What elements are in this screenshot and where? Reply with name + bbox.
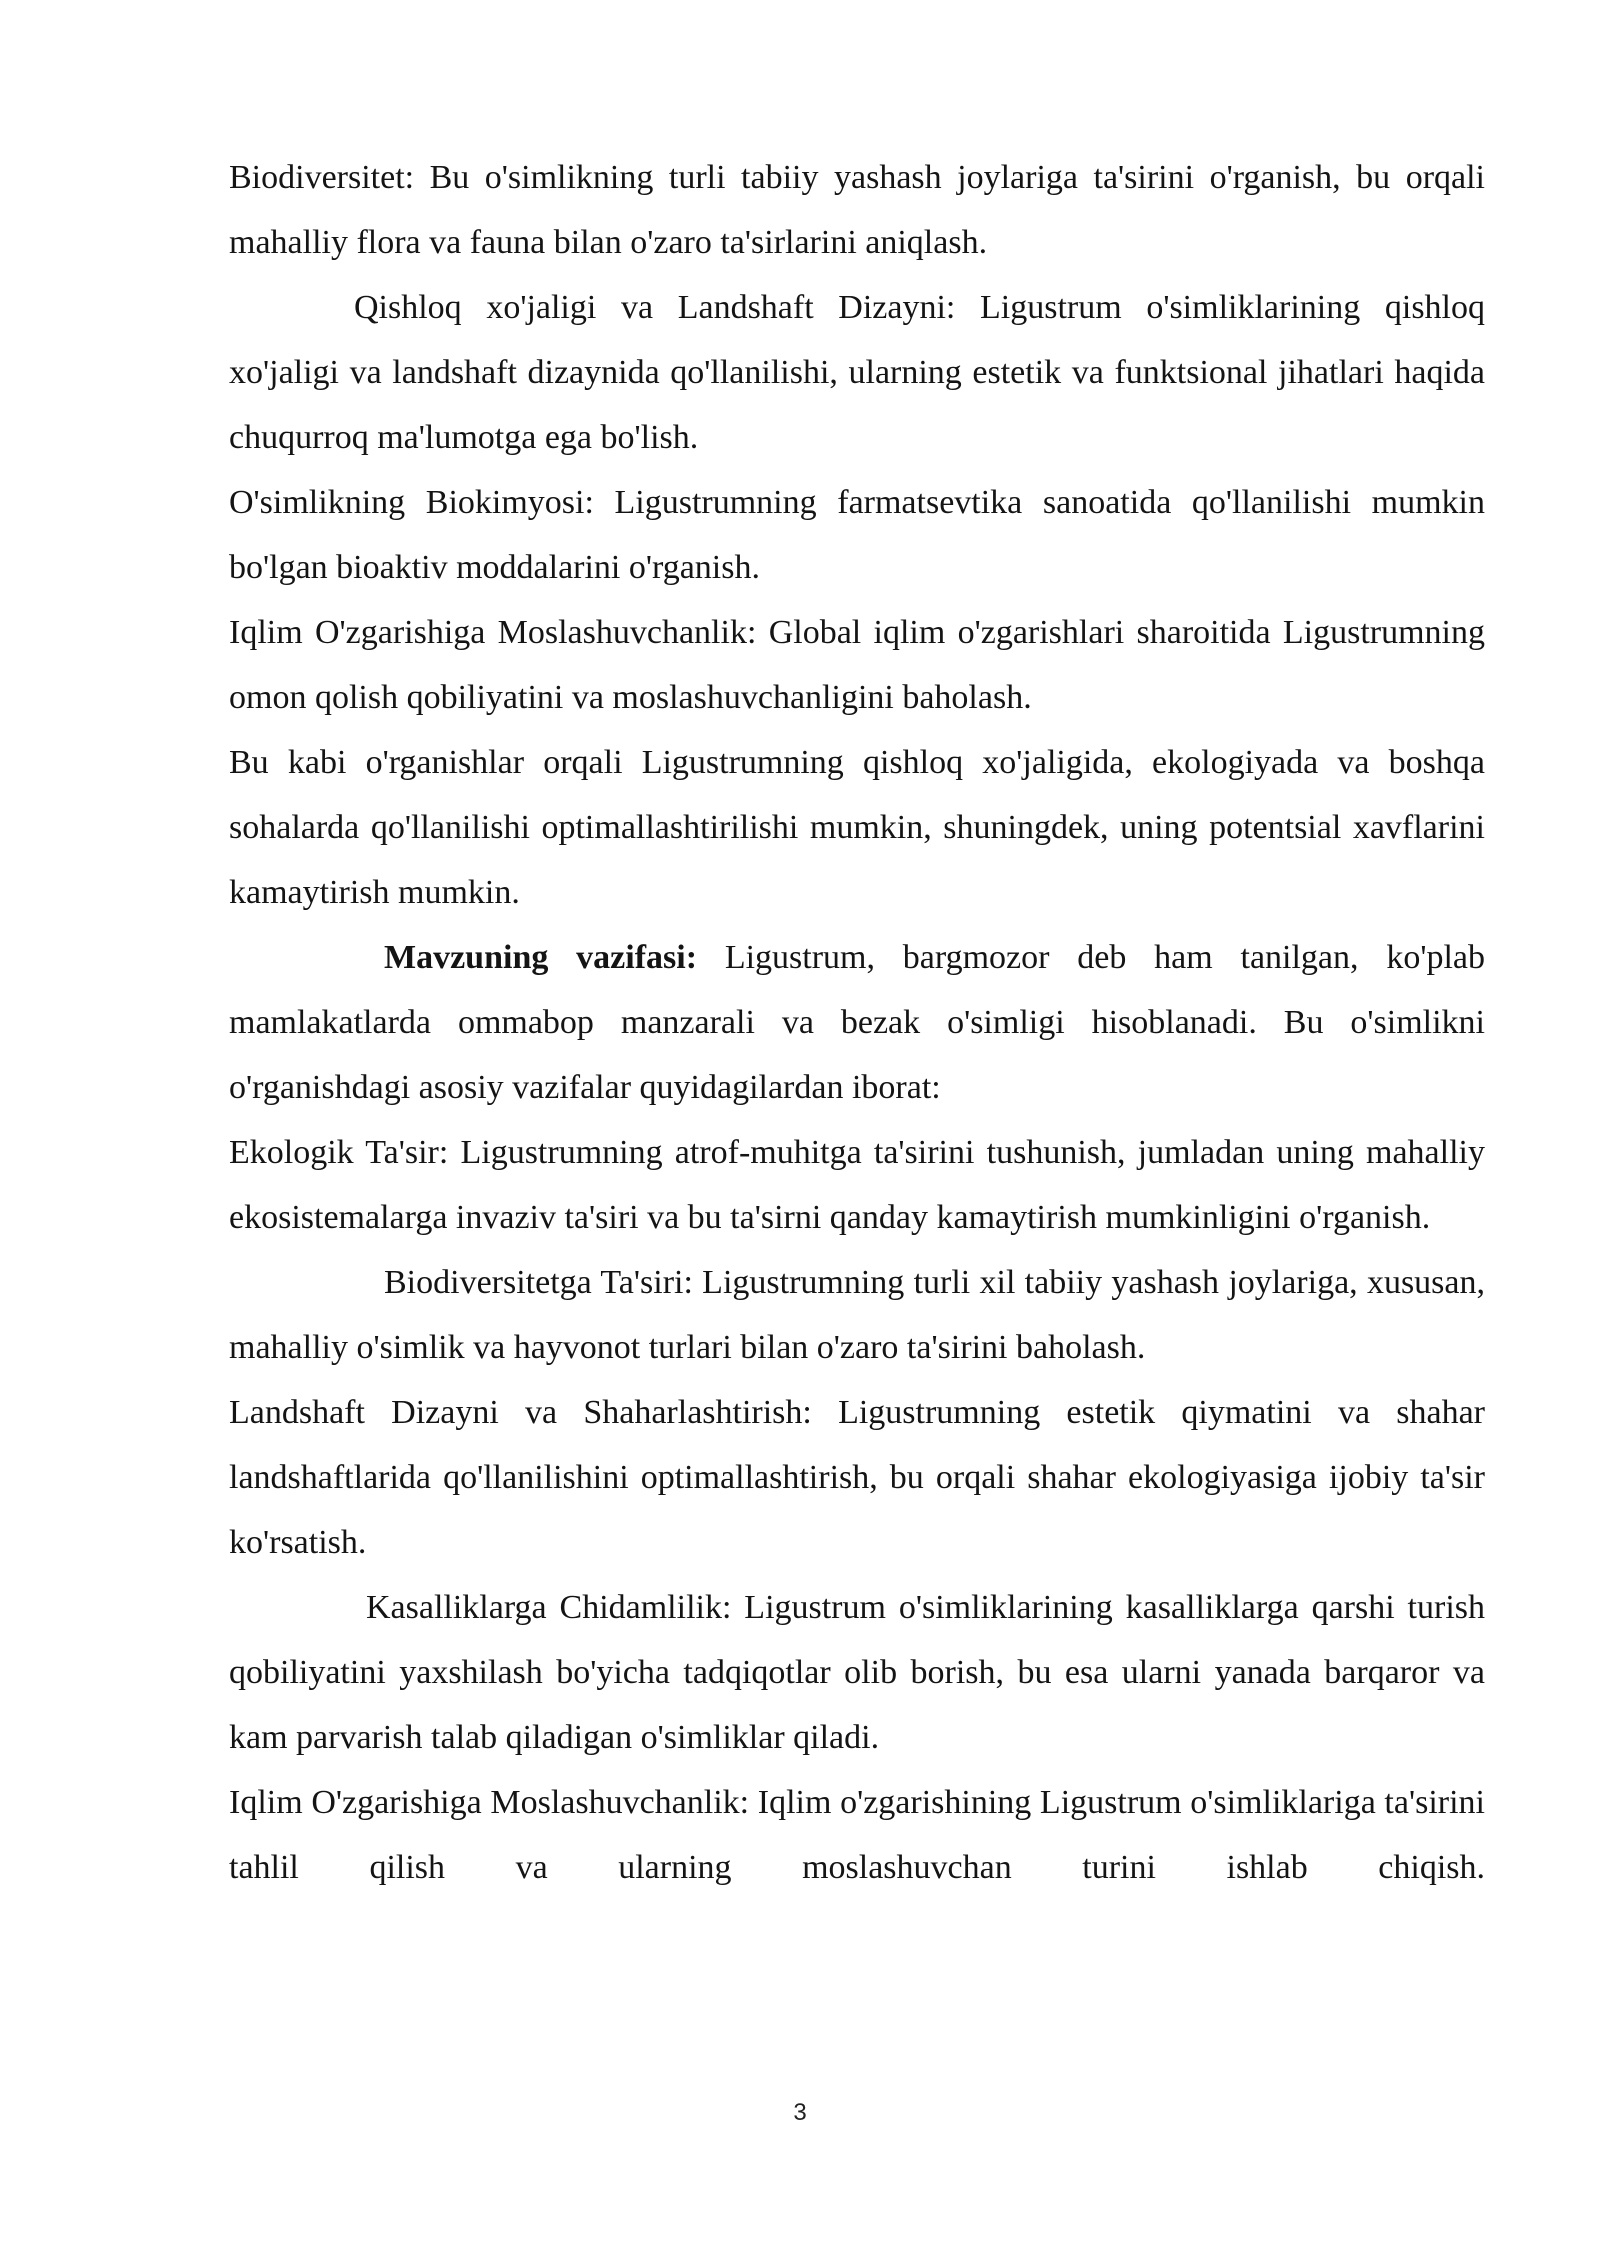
- document-body: [229, 145, 1485, 1900]
- paragraph-lead-heading: Mavzuning vazifasi:: [384, 939, 698, 976]
- paragraph-landshaft-dizayni: Landshaft Dizayni va Shaharlashtirish: Ligustrumning estetik qiymatini va shahar landshaftlarida qo'llanilishini optimallashtirish, bu orqali shahar ekologiyasiga ijobiy ta'sir ko'rsatish.: [229, 1394, 1485, 1561]
- page-number: 3: [793, 2099, 807, 2126]
- paragraph-biokimyosi: O'simlikning Biokimyosi: Ligustrumning farmatsevtika sanoatida qo'llanilishi mumkin bo'lgan bioaktiv moddalarini o'rganish.: [229, 484, 1485, 586]
- paragraph-organishlar-xulosa: Bu kabi o'rganishlar orqali Ligustrumning qishloq xo'jaligida, ekologiyada va boshqa sohalarda qo'llanilishi optimallashtirilishi mumkin, shuningdek, uning potentsial xavflarini kamaytirish mumkin.: [229, 744, 1485, 911]
- paragraph-qishloq-xojaligi: Qishloq xo'jaligi va Landshaft Dizayni: Ligustrum o'simliklarining qishloq xo'jaligi va landshaft dizaynida qo'llanilishi, ularning estetik va funktsional jihatlari haqida chuqurroq ma'lumotga ega bo'lish.: [229, 289, 1485, 456]
- paragraph-ekologik-tasir: Ekologik Ta'sir: Ligustrumning atrof-muhitga ta'sirini tushunish, jumladan uning mahalliy ekosistemalarga invaziv ta'siri va bu ta'sirni qanday kamaytirish mumkinligini o'rganish.: [229, 1134, 1485, 1236]
- paragraph-iqlim-moslashuvchanlik: Iqlim O'zgarishiga Moslashuvchanlik: Global iqlim o'zgarishlari sharoitida Ligustrumning omon qolish qobiliyatini va moslashuvchanligini baholash.: [229, 614, 1485, 716]
- paragraph-kasalliklarga-chidamlilik: Kasalliklarga Chidamlilik: Ligustrum o'simliklarining kasalliklarga qarshi turish qobiliyatini yaxshilash bo'yicha tadqiqotlar olib borish, bu esa ularni yanada barqaror va kam parvarish talab qiladigan o'simliklar qiladi.: [229, 1589, 1485, 1756]
- paragraph-biodiversitet: Biodiversitet: Bu o'simlikning turli tabiiy yashash joylariga ta'sirini o'rganish, bu orqali mahalliy flora va fauna bilan o'zaro ta'sirlarini aniqlash.: [229, 159, 1485, 261]
- paragraph-iqlim-ozgarishi-tahlil: Iqlim O'zgarishiga Moslashuvchanlik: Iqlim o'zgarishining Ligustrum o'simliklariga ta'sirini tahlil qilish va ularning moslashuvchan turini ishlab chiqish.: [229, 1784, 1485, 1886]
- paragraph-body-text: Ligustrum, bargmozor deb ham tanilgan, ko'plab mamlakatlarda ommabop manzarali va bezak o'simligi hisoblanadi. Bu o'simlikni o'rganishdagi asosiy vazifalar quyidagilardan iborat:: [229, 939, 1485, 1106]
- paragraph-mavzuning-vazifasi: [229, 925, 1485, 1120]
- paragraph-biodiversitetga-tasiri: Biodiversitetga Ta'siri: Ligustrumning turli xil tabiiy yashash joylariga, xususan, mahalliy o'simlik va hayvonot turlari bilan o'zaro ta'sirini baholash.: [229, 1264, 1485, 1366]
